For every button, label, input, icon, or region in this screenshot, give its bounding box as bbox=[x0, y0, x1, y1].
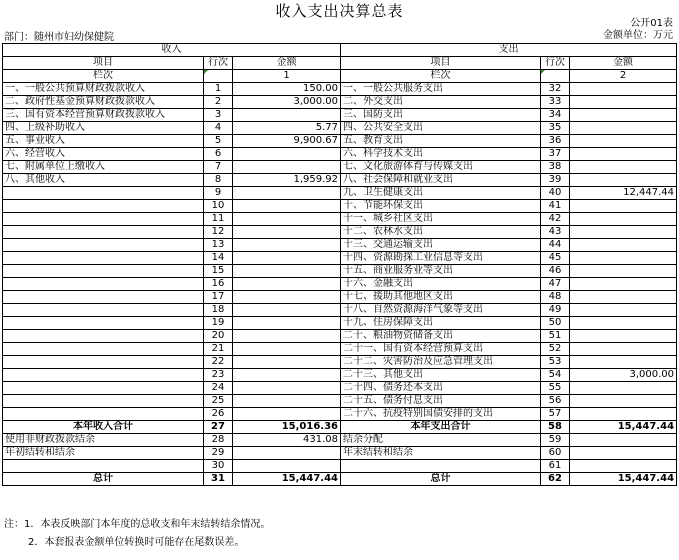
expense-item-cell: 十三、交通运输支出 bbox=[341, 239, 541, 252]
income-rowno-cell: 11 bbox=[204, 213, 233, 226]
expense-amount-cell bbox=[570, 343, 677, 356]
income-amount-cell bbox=[233, 369, 341, 382]
expense-rowno-cell: 33 bbox=[541, 96, 570, 109]
expense-amount-cell: 15,447.44 bbox=[570, 473, 677, 486]
expense-item-cell: 六、科学技术支出 bbox=[341, 148, 541, 161]
table-row bbox=[3, 265, 677, 278]
expense-amount-cell bbox=[570, 408, 677, 421]
income-item-cell: 七、附属单位上缴收入 bbox=[3, 161, 204, 174]
table-row bbox=[3, 317, 677, 330]
table-row bbox=[3, 109, 677, 122]
note-line-2: 2．本套报表金额单位转换时可能存在尾数误差。 bbox=[28, 537, 245, 548]
table-row bbox=[3, 395, 677, 408]
income-item-cell: 使用非财政拨款结余 bbox=[3, 434, 204, 447]
income-amount-cell: 150.00 bbox=[233, 83, 341, 96]
income-amount-cell bbox=[233, 382, 341, 395]
expense-amount-cell bbox=[570, 252, 677, 265]
income-rowno-cell: 19 bbox=[204, 317, 233, 330]
income-rowno-cell: 31 bbox=[204, 473, 233, 486]
expense-amount-cell: 12,447.44 bbox=[570, 187, 677, 200]
income-item-cell bbox=[3, 330, 204, 343]
table-row bbox=[3, 174, 677, 187]
income-item-cell bbox=[3, 187, 204, 200]
expense-item-cell: 八、社会保障和就业支出 bbox=[341, 174, 541, 187]
expense-item-cell: 七、文化旅游体育与传媒支出 bbox=[341, 161, 541, 174]
expense-item-cell: 十一、城乡社区支出 bbox=[341, 213, 541, 226]
section-header-row bbox=[3, 44, 677, 57]
expense-item-cell: 本年支出合计 bbox=[341, 421, 541, 434]
income-amount-cell bbox=[233, 278, 341, 291]
note-line-1: 注：1．本表反映部门本年度的总收支和年末结转结余情况。 bbox=[4, 519, 271, 530]
expense-item-header: 项目 bbox=[341, 57, 541, 70]
expense-rowno-cell: 56 bbox=[541, 395, 570, 408]
income-amount-cell bbox=[233, 213, 341, 226]
table-row bbox=[3, 122, 677, 135]
income-item-cell bbox=[3, 382, 204, 395]
income-amount-header: 金额 bbox=[233, 57, 341, 70]
income-rowno-cell: 21 bbox=[204, 343, 233, 356]
expense-rowno-cell: 45 bbox=[541, 252, 570, 265]
income-rowno-cell: 9 bbox=[204, 187, 233, 200]
income-amount-cell bbox=[233, 239, 341, 252]
expense-item-cell bbox=[341, 460, 541, 473]
income-amount-cell bbox=[233, 109, 341, 122]
income-amount-cell: 1,959.92 bbox=[233, 174, 341, 187]
expense-rowno-cell: 62 bbox=[541, 473, 570, 486]
income-amount-cell bbox=[233, 200, 341, 213]
income-item-cell bbox=[3, 369, 204, 382]
expense-item-cell: 十、节能环保支出 bbox=[341, 200, 541, 213]
table-row bbox=[3, 135, 677, 148]
income-amount-cell bbox=[233, 356, 341, 369]
income-rowno-cell: 26 bbox=[204, 408, 233, 421]
expense-rowno-cell: 32 bbox=[541, 83, 570, 96]
income-rowno-cell: 18 bbox=[204, 304, 233, 317]
table-row bbox=[3, 330, 677, 343]
income-rowno-cell: 10 bbox=[204, 200, 233, 213]
table-row bbox=[3, 83, 677, 96]
table-row bbox=[3, 226, 677, 239]
expense-amount-cell bbox=[570, 447, 677, 460]
expense-amount-cell bbox=[570, 395, 677, 408]
income-rowno-cell: 23 bbox=[204, 369, 233, 382]
income-col-number: 1 bbox=[233, 70, 341, 83]
expense-item-cell: 十八、自然资源海洋气象等支出 bbox=[341, 304, 541, 317]
income-item-cell bbox=[3, 278, 204, 291]
table-row bbox=[3, 291, 677, 304]
expense-item-cell: 十四、资源勘探工业信息等支出 bbox=[341, 252, 541, 265]
income-item-cell: 本年收入合计 bbox=[3, 421, 204, 434]
income-rowno-cell: 1 bbox=[204, 83, 233, 96]
income-amount-cell bbox=[233, 226, 341, 239]
expense-col-blank bbox=[541, 70, 570, 83]
expense-rowno-header: 行次 bbox=[541, 57, 570, 70]
income-rowno-cell: 12 bbox=[204, 226, 233, 239]
expense-rowno-cell: 53 bbox=[541, 356, 570, 369]
table-row bbox=[3, 434, 677, 447]
income-rowno-cell: 22 bbox=[204, 356, 233, 369]
expense-item-cell: 二十四、债务还本支出 bbox=[341, 382, 541, 395]
expense-amount-cell bbox=[570, 460, 677, 473]
expense-item-cell: 十九、住房保障支出 bbox=[341, 317, 541, 330]
income-rowno-cell: 8 bbox=[204, 174, 233, 187]
expense-rowno-cell: 61 bbox=[541, 460, 570, 473]
expense-amount-cell bbox=[570, 96, 677, 109]
table-row bbox=[3, 473, 677, 486]
expense-rowno-cell: 41 bbox=[541, 200, 570, 213]
table-row bbox=[3, 187, 677, 200]
expense-amount-cell bbox=[570, 122, 677, 135]
expense-item-cell: 二十六、抗疫特别国债安排的支出 bbox=[341, 408, 541, 421]
table-row bbox=[3, 278, 677, 291]
expense-section-header: 支出 bbox=[341, 44, 677, 57]
income-rowno-cell: 24 bbox=[204, 382, 233, 395]
expense-rowno-cell: 58 bbox=[541, 421, 570, 434]
expense-amount-cell bbox=[570, 278, 677, 291]
expense-item-cell: 二、外交支出 bbox=[341, 96, 541, 109]
income-rowno-cell: 29 bbox=[204, 447, 233, 460]
expense-item-cell: 十二、农林水支出 bbox=[341, 226, 541, 239]
expense-item-cell: 十五、商业服务业等支出 bbox=[341, 265, 541, 278]
expense-rowno-cell: 49 bbox=[541, 304, 570, 317]
table-row bbox=[3, 369, 677, 382]
income-item-cell: 八、其他收入 bbox=[3, 174, 204, 187]
expense-rowno-cell: 40 bbox=[541, 187, 570, 200]
income-item-cell bbox=[3, 395, 204, 408]
expense-item-cell: 十六、金融支出 bbox=[341, 278, 541, 291]
income-amount-cell bbox=[233, 408, 341, 421]
expense-rowno-cell: 35 bbox=[541, 122, 570, 135]
expense-amount-cell bbox=[570, 317, 677, 330]
expense-rowno-cell: 48 bbox=[541, 291, 570, 304]
income-item-cell bbox=[3, 317, 204, 330]
expense-amount-cell bbox=[570, 356, 677, 369]
expense-amount-cell bbox=[570, 200, 677, 213]
expense-item-cell: 四、公共安全支出 bbox=[341, 122, 541, 135]
expense-amount-cell bbox=[570, 148, 677, 161]
expense-amount-cell bbox=[570, 304, 677, 317]
table-row bbox=[3, 421, 677, 434]
income-amount-cell bbox=[233, 395, 341, 408]
department-label: 部门：随州市妇幼保健院 bbox=[4, 32, 114, 43]
income-item-cell bbox=[3, 252, 204, 265]
amount-unit-label: 金额单位：万元 bbox=[603, 30, 673, 41]
income-item-cell bbox=[3, 343, 204, 356]
expense-rowno-cell: 34 bbox=[541, 109, 570, 122]
income-rowno-cell: 17 bbox=[204, 291, 233, 304]
page-title: 收入支出决算总表 bbox=[275, 2, 404, 20]
income-item-cell bbox=[3, 226, 204, 239]
income-rowno-cell: 14 bbox=[204, 252, 233, 265]
expense-amount-cell: 15,447.44 bbox=[570, 421, 677, 434]
table-row bbox=[3, 304, 677, 317]
income-amount-cell: 5.77 bbox=[233, 122, 341, 135]
table-row bbox=[3, 200, 677, 213]
expense-rowno-cell: 55 bbox=[541, 382, 570, 395]
income-col-blank bbox=[204, 70, 233, 83]
summary-table bbox=[2, 43, 677, 486]
expense-item-cell: 二十、粮油物资储备支出 bbox=[341, 330, 541, 343]
income-rowno-cell: 6 bbox=[204, 148, 233, 161]
expense-rowno-cell: 57 bbox=[541, 408, 570, 421]
table-row bbox=[3, 148, 677, 161]
expense-rowno-cell: 39 bbox=[541, 174, 570, 187]
income-item-cell: 总计 bbox=[3, 473, 204, 486]
expense-rowno-cell: 60 bbox=[541, 447, 570, 460]
income-amount-cell bbox=[233, 460, 341, 473]
expense-amount-cell bbox=[570, 265, 677, 278]
form-number: 公开01表 bbox=[630, 18, 673, 29]
income-amount-cell bbox=[233, 330, 341, 343]
income-item-header: 项目 bbox=[3, 57, 204, 70]
expense-rowno-cell: 46 bbox=[541, 265, 570, 278]
expense-rowno-cell: 52 bbox=[541, 343, 570, 356]
expense-amount-cell bbox=[570, 226, 677, 239]
income-item-cell: 一、一般公共预算财政拨款收入 bbox=[3, 83, 204, 96]
income-amount-cell bbox=[233, 265, 341, 278]
income-amount-cell: 9,900.67 bbox=[233, 135, 341, 148]
income-amount-cell: 431.08 bbox=[233, 434, 341, 447]
expense-amount-cell bbox=[570, 330, 677, 343]
column-header-row bbox=[3, 57, 677, 70]
income-rowno-cell: 20 bbox=[204, 330, 233, 343]
expense-rowno-cell: 50 bbox=[541, 317, 570, 330]
expense-amount-cell bbox=[570, 291, 677, 304]
income-amount-cell bbox=[233, 343, 341, 356]
income-item-cell: 四、上级补助收入 bbox=[3, 122, 204, 135]
expense-item-cell: 年末结转和结余 bbox=[341, 447, 541, 460]
expense-item-cell: 结余分配 bbox=[341, 434, 541, 447]
expense-amount-cell bbox=[570, 213, 677, 226]
income-rowno-cell: 5 bbox=[204, 135, 233, 148]
income-rowno-cell: 15 bbox=[204, 265, 233, 278]
income-rowno-cell: 13 bbox=[204, 239, 233, 252]
income-item-cell: 五、事业收入 bbox=[3, 135, 204, 148]
income-amount-cell bbox=[233, 304, 341, 317]
income-rowno-cell: 28 bbox=[204, 434, 233, 447]
income-col-label: 栏次 bbox=[3, 70, 204, 83]
income-rowno-header: 行次 bbox=[204, 57, 233, 70]
income-item-cell bbox=[3, 239, 204, 252]
expense-col-number: 2 bbox=[570, 70, 677, 83]
table-row bbox=[3, 460, 677, 473]
expense-amount-cell bbox=[570, 161, 677, 174]
expense-rowno-cell: 38 bbox=[541, 161, 570, 174]
expense-amount-cell bbox=[570, 135, 677, 148]
income-item-cell: 二、政府性基金预算财政拨款收入 bbox=[3, 96, 204, 109]
table-row bbox=[3, 96, 677, 109]
table-row bbox=[3, 382, 677, 395]
table-row bbox=[3, 239, 677, 252]
table-row bbox=[3, 447, 677, 460]
table-row bbox=[3, 408, 677, 421]
income-amount-cell bbox=[233, 187, 341, 200]
expense-item-cell: 五、教育支出 bbox=[341, 135, 541, 148]
expense-item-cell: 二十二、灾害防治及应急管理支出 bbox=[341, 356, 541, 369]
income-amount-cell: 15,016.36 bbox=[233, 421, 341, 434]
income-item-cell bbox=[3, 265, 204, 278]
income-rowno-cell: 16 bbox=[204, 278, 233, 291]
expense-amount-header: 金额 bbox=[570, 57, 677, 70]
income-amount-cell bbox=[233, 317, 341, 330]
expense-rowno-cell: 37 bbox=[541, 148, 570, 161]
expense-item-cell: 总计 bbox=[341, 473, 541, 486]
income-item-cell bbox=[3, 356, 204, 369]
table-row bbox=[3, 343, 677, 356]
income-amount-cell: 15,447.44 bbox=[233, 473, 341, 486]
expense-amount-cell bbox=[570, 83, 677, 96]
expense-item-cell: 二十三、其他支出 bbox=[341, 369, 541, 382]
income-item-cell bbox=[3, 291, 204, 304]
expense-rowno-cell: 54 bbox=[541, 369, 570, 382]
income-item-cell: 六、经营收入 bbox=[3, 148, 204, 161]
expense-item-cell: 二十五、债务付息支出 bbox=[341, 395, 541, 408]
income-rowno-cell: 25 bbox=[204, 395, 233, 408]
income-amount-cell: 3,000.00 bbox=[233, 96, 341, 109]
table-row bbox=[3, 252, 677, 265]
income-amount-cell bbox=[233, 291, 341, 304]
expense-rowno-cell: 44 bbox=[541, 239, 570, 252]
expense-amount-cell bbox=[570, 174, 677, 187]
income-section-header: 收入 bbox=[3, 44, 341, 57]
income-item-cell bbox=[3, 408, 204, 421]
income-item-cell bbox=[3, 304, 204, 317]
income-amount-cell bbox=[233, 148, 341, 161]
table-row bbox=[3, 356, 677, 369]
income-item-cell: 三、国有资本经营预算财政拨款收入 bbox=[3, 109, 204, 122]
expense-amount-cell bbox=[570, 382, 677, 395]
expense-amount-cell bbox=[570, 434, 677, 447]
expense-amount-cell bbox=[570, 109, 677, 122]
income-rowno-cell: 30 bbox=[204, 460, 233, 473]
income-rowno-cell: 3 bbox=[204, 109, 233, 122]
expense-item-cell: 十七、援助其他地区支出 bbox=[341, 291, 541, 304]
income-rowno-cell: 27 bbox=[204, 421, 233, 434]
income-amount-cell bbox=[233, 161, 341, 174]
income-rowno-cell: 2 bbox=[204, 96, 233, 109]
table-row bbox=[3, 161, 677, 174]
column-number-row bbox=[3, 70, 677, 83]
expense-item-cell: 三、国防支出 bbox=[341, 109, 541, 122]
income-item-cell: 年初结转和结余 bbox=[3, 447, 204, 460]
income-rowno-cell: 4 bbox=[204, 122, 233, 135]
expense-item-cell: 九、卫生健康支出 bbox=[341, 187, 541, 200]
table-row bbox=[3, 213, 677, 226]
expense-col-label: 栏次 bbox=[341, 70, 541, 83]
expense-rowno-cell: 51 bbox=[541, 330, 570, 343]
expense-rowno-cell: 42 bbox=[541, 213, 570, 226]
expense-amount-cell bbox=[570, 239, 677, 252]
income-item-cell bbox=[3, 460, 204, 473]
expense-rowno-cell: 59 bbox=[541, 434, 570, 447]
income-item-cell bbox=[3, 200, 204, 213]
expense-rowno-cell: 36 bbox=[541, 135, 570, 148]
expense-item-cell: 二十一、国有资本经营预算支出 bbox=[341, 343, 541, 356]
income-item-cell bbox=[3, 213, 204, 226]
income-amount-cell bbox=[233, 447, 341, 460]
expense-item-cell: 一、一般公共服务支出 bbox=[341, 83, 541, 96]
income-amount-cell bbox=[233, 252, 341, 265]
expense-rowno-cell: 43 bbox=[541, 226, 570, 239]
expense-amount-cell: 3,000.00 bbox=[570, 369, 677, 382]
income-rowno-cell: 7 bbox=[204, 161, 233, 174]
expense-rowno-cell: 47 bbox=[541, 278, 570, 291]
